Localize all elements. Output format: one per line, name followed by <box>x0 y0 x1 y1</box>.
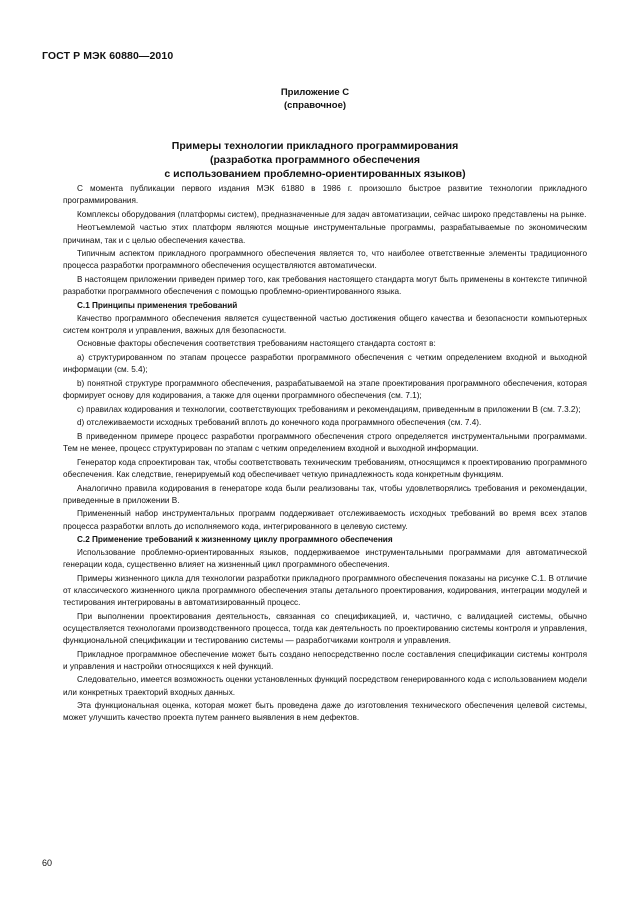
body-paragraph: При выполнении проектирования деятельность, связанная со спецификацией, и, частично, с валидацией системы, обычно осуществляется технологами производственного процесса, тогда как деятельность по проектированию системы контроля и управления, функциональной спецификации и тестированию системы — разработчиками контроля и управления. <box>63 611 587 645</box>
body-paragraph: а) структурированном по этапам процессе разработки программного обеспечения с четким определением входной и выходной информации (см. 5.4); <box>63 353 587 375</box>
body-paragraph: Генератор кода спроектирован так, чтобы соответствовать техническим требованиям, относящимся к проектированию программного обеспечения. Как следствие, генерируемый код обеспечивает четкую принадлежность кода конкретным функциям. <box>63 457 587 479</box>
body-paragraph: В приведенном примере процесс разработки программного обеспечения строго определяется инструментальными программами. Тем не менее, процесс структурирован по этапам с четким определением входной и выходной информации. <box>63 431 587 454</box>
body-paragraph: В настоящем приложении приведен пример того, как требования настоящего стандарта могут быть применены в контексте типичной разработки программного обеспечения с помощью проблемно-ориентированного языка. <box>63 275 587 297</box>
body-paragraph: Примеры жизненного цикла для технологии разработки прикладного программного обеспечения показаны на рисунке С.1. В отличие от классического жизненного цикла программного обеспечения этапы детального проектирования, кодирования, интеграции модулей и тестирования интегрированы в автоматизированный процесс. <box>63 573 587 607</box>
section-heading: С.1 Принципы применения требований <box>77 300 238 310</box>
body-paragraph: b) понятной структуре программного обеспечения, разрабатываемой на этапе проектирования программного обеспечения, которая формирует основу для кодирования, а также для оценки программного обеспечения (см. 7.1); <box>63 378 587 400</box>
body-paragraph: Аналогично правила кодирования в генераторе кода были реализованы так, чтобы удовлетворялись требования и рекомендации, приведенные в приложении В. <box>63 483 587 505</box>
annex-type: (справочное) <box>283 100 347 111</box>
body-paragraph: Неотъемлемой частью этих платформ являются мощные инструментальные программы, разрабатываемые по экономическим причинам, так и с целью обеспечения качества. <box>63 223 587 245</box>
body-paragraph: Комплексы оборудования (платформы систем), предназначенные для задач автоматизации, сейчас широко представлены на рынке. <box>77 209 587 219</box>
body-paragraph: Основные факторы обеспечения соответствия требованиям настоящего стандарта состоят в: <box>77 339 436 349</box>
body-paragraph: С момента публикации первого издания МЭК 61880 в 1986 г. произошло быстрое развитие технологии прикладного программирования. <box>63 184 587 206</box>
body-paragraph: d) отслеживаемости исходных требований вплоть до конечного кода программного обеспечения (см. 7.4). <box>77 418 482 428</box>
standard-header: ГОСТ Р МЭК 60880—2010 <box>42 50 174 62</box>
document-body <box>63 183 587 726</box>
page-number: 60 <box>42 858 53 868</box>
annex-title-line: (разработка программного обеспечения <box>209 154 420 166</box>
section-heading: С.2 Применение требований к жизненному циклу программного обеспечения <box>77 535 393 545</box>
annex-title-line: с использованием проблемно-ориентированных языков) <box>164 168 466 180</box>
body-paragraph: Эта функциональная оценка, которая может быть проведена даже до изготовления технического обеспечения целевой системы, может улучшить качество проекта путем раннего выявления в нем дефектов. <box>63 701 587 723</box>
body-paragraph: Прикладное программное обеспечение может быть создано непосредственно после составления спецификации системы контроля и управления и настройки относящихся к ней функций. <box>63 649 587 671</box>
body-paragraph: Качество программного обеспечения является существенной частью достижения общего качества и безопасности компьютерных систем контроля и управления, важных для безопасности. <box>63 313 587 335</box>
body-paragraph: Использование проблемно-ориентированных языков, поддерживаемое инструментальными программами для автоматической генерации кода, существенно влияет на жизненный цикл программного обеспечения. <box>63 547 587 570</box>
body-paragraph: c) правилах кодирования и технологии, соответствующих требованиям и рекомендациям, приведенным в приложении В (см. 7.3.2); <box>77 404 581 414</box>
annex-title <box>0 139 630 181</box>
body-paragraph: Примененный набор инструментальных программ поддерживает отслеживаемость исходных требований во время всех этапов процесса разработки вплоть до исполняемого кода, интегрированного в целевую систему. <box>63 509 587 531</box>
body-paragraph: Следовательно, имеется возможность оценки установленных функций посредством генерированного кода с использованием модели или конкретных траекторий входных данных. <box>63 675 587 697</box>
body-paragraph: Типичным аспектом прикладного программного обеспечения является то, что наиболее ответственные элементы традиционного процесса разработки программного обеспечения осуществляются автоматически. <box>63 249 587 271</box>
annex-title-line: Примеры технологии прикладного программирования <box>171 140 459 152</box>
annex-name: Приложение С <box>280 87 350 98</box>
